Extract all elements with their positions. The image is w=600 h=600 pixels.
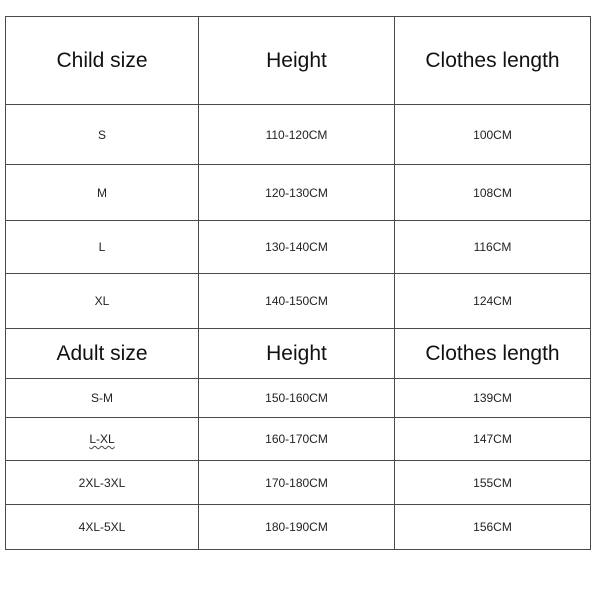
adult-size-header: Adult size	[6, 329, 199, 379]
table-row	[6, 165, 591, 221]
length-cell: 116CM	[395, 221, 591, 274]
table-row	[6, 505, 591, 550]
length-cell: 124CM	[395, 274, 591, 329]
length-cell: 100CM	[395, 105, 591, 165]
size-cell: 4XL-5XL	[6, 505, 199, 550]
child-height-header: Height	[199, 17, 395, 105]
table-row	[6, 274, 591, 329]
height-cell: 170-180CM	[199, 461, 395, 505]
size-text: L-XL	[89, 432, 115, 446]
size-cell: S	[6, 105, 199, 165]
size-cell	[6, 418, 199, 461]
height-cell: 110-120CM	[199, 105, 395, 165]
child-header-row	[6, 17, 591, 105]
size-cell: M	[6, 165, 199, 221]
adult-length-header: Clothes length	[395, 329, 591, 379]
height-cell: 150-160CM	[199, 379, 395, 418]
child-size-table	[5, 16, 591, 329]
length-cell: 155CM	[395, 461, 591, 505]
length-cell: 147CM	[395, 418, 591, 461]
table-row	[6, 379, 591, 418]
size-cell: L	[6, 221, 199, 274]
size-cell: XL	[6, 274, 199, 329]
table-row	[6, 105, 591, 165]
adult-header-row	[6, 329, 591, 379]
height-cell: 160-170CM	[199, 418, 395, 461]
height-cell: 120-130CM	[199, 165, 395, 221]
height-cell: 130-140CM	[199, 221, 395, 274]
adult-size-table	[5, 328, 591, 550]
adult-height-header: Height	[199, 329, 395, 379]
length-cell: 156CM	[395, 505, 591, 550]
height-cell: 140-150CM	[199, 274, 395, 329]
length-cell: 108CM	[395, 165, 591, 221]
size-cell: 2XL-3XL	[6, 461, 199, 505]
height-cell: 180-190CM	[199, 505, 395, 550]
child-size-header: Child size	[6, 17, 199, 105]
length-cell: 139CM	[395, 379, 591, 418]
table-row	[6, 461, 591, 505]
table-row	[6, 418, 591, 461]
table-row	[6, 221, 591, 274]
size-cell: S-M	[6, 379, 199, 418]
child-length-header: Clothes length	[395, 17, 591, 105]
